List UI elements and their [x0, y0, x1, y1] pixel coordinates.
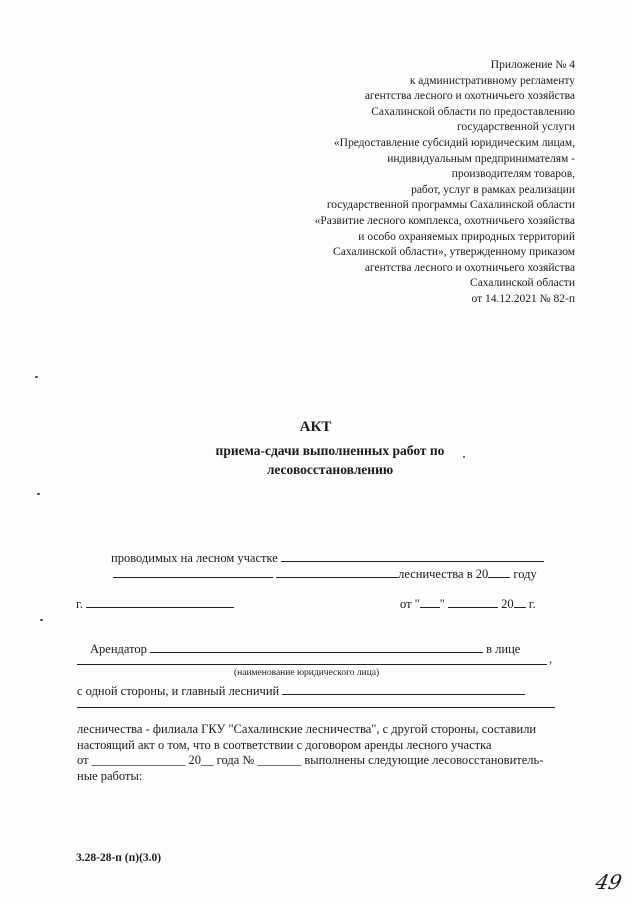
document-code: 3.28-28-п (п)(3.0)	[76, 852, 162, 864]
chief-forester-line	[77, 682, 525, 699]
city-line	[76, 595, 234, 612]
header-line: Сахалинской области», утвержденному приказом	[333, 246, 575, 259]
header-line: «Развитие лесного комплекса, охотничьего хозяйства	[314, 214, 575, 227]
tenant-line	[90, 640, 520, 657]
date-quote: "	[439, 597, 445, 611]
header-line: работ, услуг в рамках реализации	[411, 183, 575, 196]
forestry-blank-2[interactable]	[276, 565, 398, 578]
header-line: государственной программы Сахалинской области	[326, 199, 575, 212]
paragraph-line: настоящий акт о том, что в соответствии с договором аренды лесного участка	[77, 737, 492, 752]
day-blank[interactable]	[420, 595, 440, 608]
tenant-blank[interactable]	[150, 640, 483, 653]
caption-legal-entity: (наименование юридического лица)	[234, 668, 380, 678]
date-year-blank[interactable]	[514, 595, 526, 608]
document-title: АКТ	[299, 419, 332, 435]
tenant-label: Арендатор	[90, 642, 147, 656]
paragraph-line: от _______________ 20__ года № _______ выполнены следующие лесовосстановитель-	[77, 753, 544, 767]
paragraph-line: лесничества - филиала ГКУ "Сахалинские лесничества", с другой стороны, составили	[77, 722, 537, 736]
document-subtitle	[180, 441, 480, 479]
city-prefix: г.	[76, 597, 83, 611]
header-line: агентства лесного и охотничьего хозяйства	[364, 90, 575, 103]
scan-speck	[40, 619, 43, 621]
header-line: государственной услуги	[456, 121, 575, 134]
header-line: агентства лесного и охотничьего хозяйства	[364, 261, 575, 274]
chief-forester-blank-2[interactable]	[77, 707, 555, 708]
plot-label: проводимых на лесном участке	[111, 551, 278, 565]
in-person-label: в лице	[486, 642, 521, 656]
handwritten-page-number: 49	[593, 870, 625, 894]
forestry-year-label: лесничества в 20	[398, 567, 489, 581]
scan-speck	[35, 376, 38, 378]
chief-forester-blank[interactable]	[282, 682, 525, 695]
representative-blank[interactable]	[77, 664, 547, 665]
date-20: 20	[501, 597, 514, 611]
forestry-blank-1[interactable]	[113, 565, 273, 578]
city-blank[interactable]	[86, 595, 234, 608]
header-line: индивидуальным предпринимателям -	[387, 152, 575, 165]
forestry-line	[113, 565, 537, 582]
month-blank[interactable]	[448, 595, 498, 608]
header-line: Приложение № 4	[490, 59, 575, 71]
appendix-header	[275, 58, 575, 308]
paragraph-line: ные работы:	[77, 768, 143, 783]
date-g: г.	[528, 597, 536, 611]
plot-name-blank[interactable]	[281, 549, 544, 562]
header-line: от 14.12.2021 № 82-п	[471, 292, 575, 305]
header-line: «Предоставление субсидий юридическим лицам,	[333, 136, 575, 149]
subtitle-line-1: приема-сдачи выполненных работ по	[215, 443, 445, 458]
scan-speck	[463, 456, 465, 458]
date-from: от "	[400, 597, 420, 611]
header-line: Сахалинской области	[470, 277, 575, 290]
header-line: Сахалинской области по предоставлению	[371, 105, 575, 118]
year-word: году	[513, 567, 537, 581]
act-paragraph	[77, 722, 575, 784]
plot-line	[111, 549, 544, 566]
header-line: и особо охраняемых природных территорий	[358, 230, 575, 243]
year-blank[interactable]	[488, 565, 510, 578]
comma: ,	[549, 652, 553, 666]
header-line: к административному регламенту	[409, 74, 575, 87]
subtitle-line-2: лесовосстановлению	[266, 462, 394, 477]
header-line: производителям товаров,	[451, 168, 575, 181]
date-line	[400, 595, 536, 612]
one-side-label: с одной стороны, и главный лесничий	[77, 684, 280, 698]
scan-speck	[37, 493, 40, 495]
